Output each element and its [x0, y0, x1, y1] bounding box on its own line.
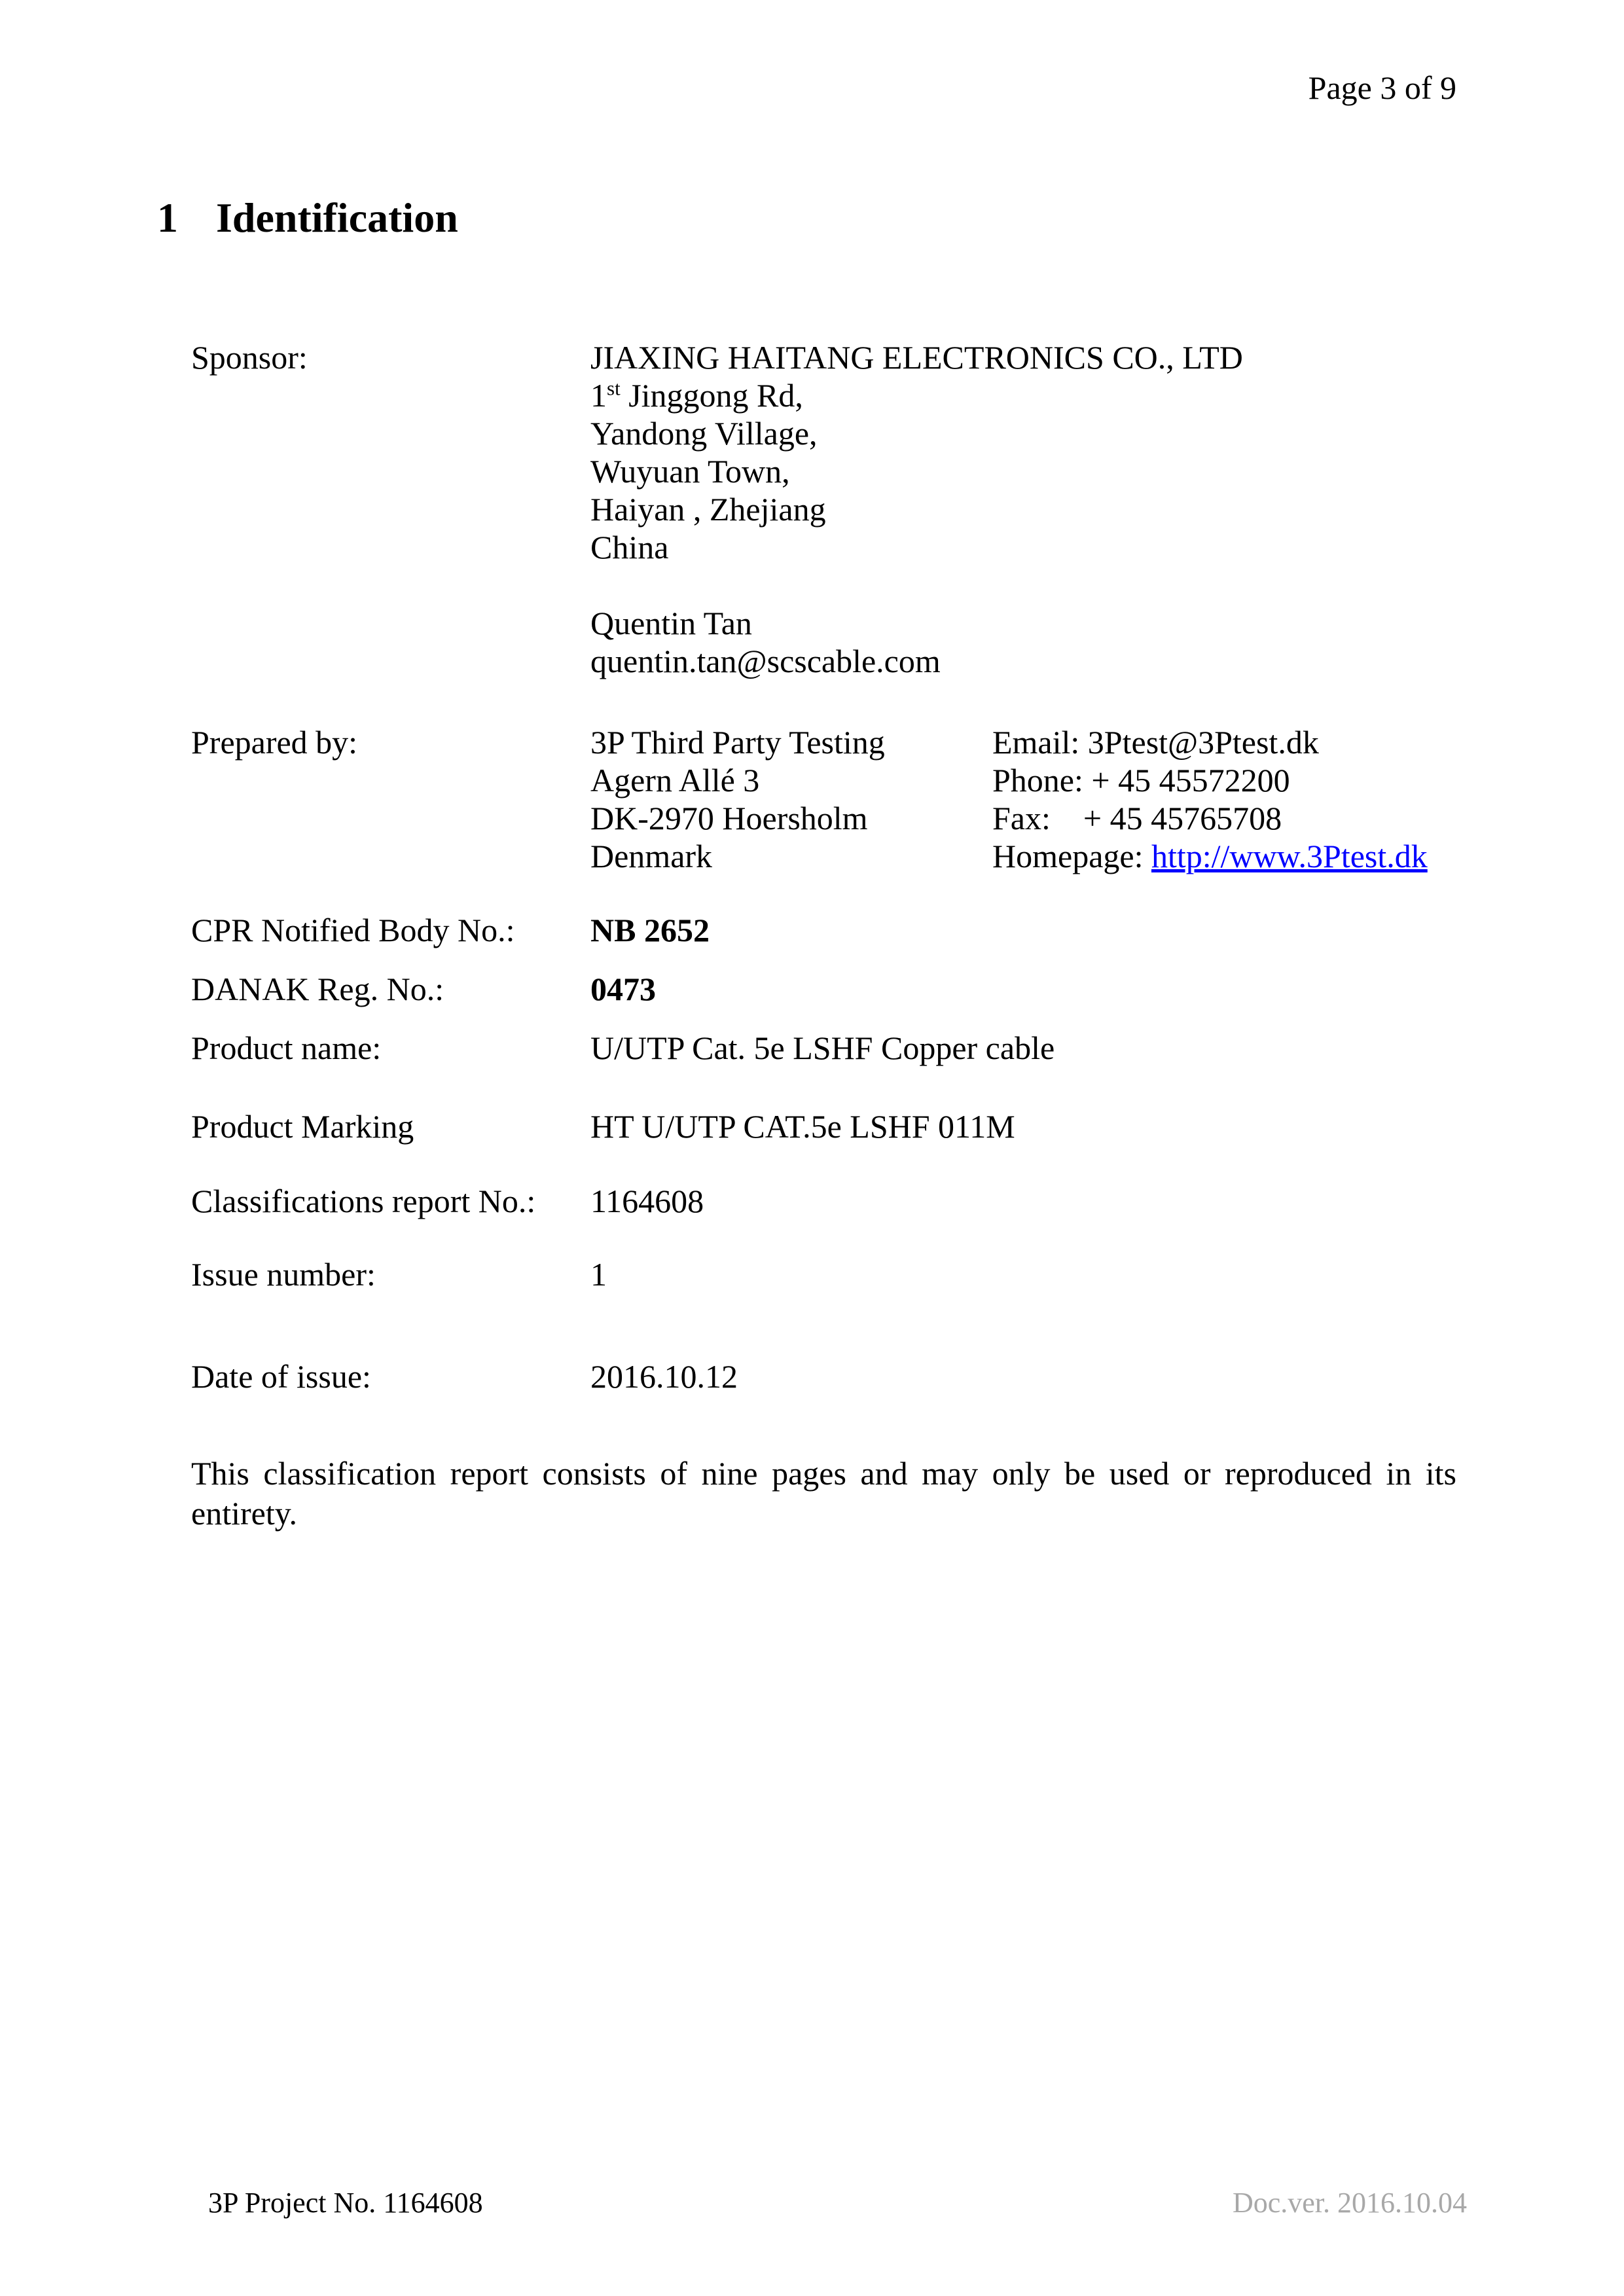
sponsor-street: 1st Jinggong Rd, — [590, 376, 803, 414]
field-label-product-name: Product name: — [191, 1030, 382, 1066]
prepared-by-contact — [992, 723, 1428, 875]
field-value-report-no: 1164608 — [590, 1183, 704, 1219]
list-line: Email: 3Ptest@3Ptest.dk — [992, 724, 1319, 761]
ordinal-superscript: st — [607, 376, 621, 400]
field-value-danak: 0473 — [590, 971, 656, 1007]
field-value-product-name: U/UTP Cat. 5e LSHF Copper cable — [590, 1030, 1055, 1066]
prepared-by-label: Prepared by: — [191, 724, 358, 761]
footer-doc-version: Doc.ver. 2016.10.04 — [1232, 2187, 1467, 2219]
homepage-label: Homepage: — [992, 838, 1151, 874]
blank-line — [590, 566, 1243, 604]
section-heading — [157, 195, 458, 241]
list-line: Agern Allé 3 — [590, 762, 760, 798]
sponsor-label: Sponsor: — [191, 339, 308, 376]
field-label-product-marking: Product Marking — [191, 1108, 414, 1145]
section-number: 1 — [157, 194, 178, 241]
list-line: Phone: + 45 45572200 — [992, 762, 1290, 798]
list-line: Haiyan , Zhejiang — [590, 491, 826, 528]
field-value-issue-number: 1 — [590, 1256, 607, 1293]
prepared-by-address — [590, 723, 885, 875]
list-line: Wuyuan Town, — [590, 453, 790, 490]
list-line: Denmark — [590, 838, 713, 874]
sponsor-contact-email: quentin.tan@scscable.com — [590, 643, 941, 679]
list-line: DK-2970 Hoersholm — [590, 800, 868, 836]
field-value-product-marking: HT U/UTP CAT.5e LSHF 011M — [590, 1108, 1015, 1145]
field-label-report-no: Classifications report No.: — [191, 1183, 536, 1219]
homepage-line — [992, 837, 1428, 875]
homepage-link[interactable]: http://www.3Ptest.dk — [1151, 838, 1428, 874]
closing-paragraph-line1: This classification report consists of nine pages and may only be used or reproduced in its — [191, 1455, 1456, 1492]
field-label-danak: DANAK Reg. No.: — [191, 971, 444, 1007]
list-line: Fax: + 45 45765708 — [992, 800, 1282, 836]
sponsor-value-block — [590, 338, 1243, 680]
sponsor-company: JIAXING HAITANG ELECTRONICS CO., LTD — [590, 339, 1243, 376]
list-line: China — [590, 529, 669, 565]
page-number: Page 3 of 9 — [1308, 69, 1456, 106]
sponsor-address-lines — [590, 414, 1243, 566]
list-line: Yandong Village, — [590, 415, 818, 452]
list-line: 3P Third Party Testing — [590, 724, 885, 761]
field-label-issue-number: Issue number: — [191, 1256, 376, 1293]
field-value-cpr: NB 2652 — [590, 912, 710, 948]
closing-paragraph-line2: entirety. — [191, 1495, 297, 1532]
section-title: Identification — [216, 194, 458, 241]
prepared-by-contact-lines — [992, 723, 1428, 837]
field-value-date-of-issue: 2016.10.12 — [590, 1358, 738, 1395]
closing-paragraph — [191, 1454, 1456, 1534]
field-label-cpr: CPR Notified Body No.: — [191, 912, 515, 948]
field-label-date-of-issue: Date of issue: — [191, 1358, 371, 1395]
sponsor-contact-name: Quentin Tan — [590, 605, 752, 641]
footer-project-number: 3P Project No. 1164608 — [208, 2187, 483, 2219]
